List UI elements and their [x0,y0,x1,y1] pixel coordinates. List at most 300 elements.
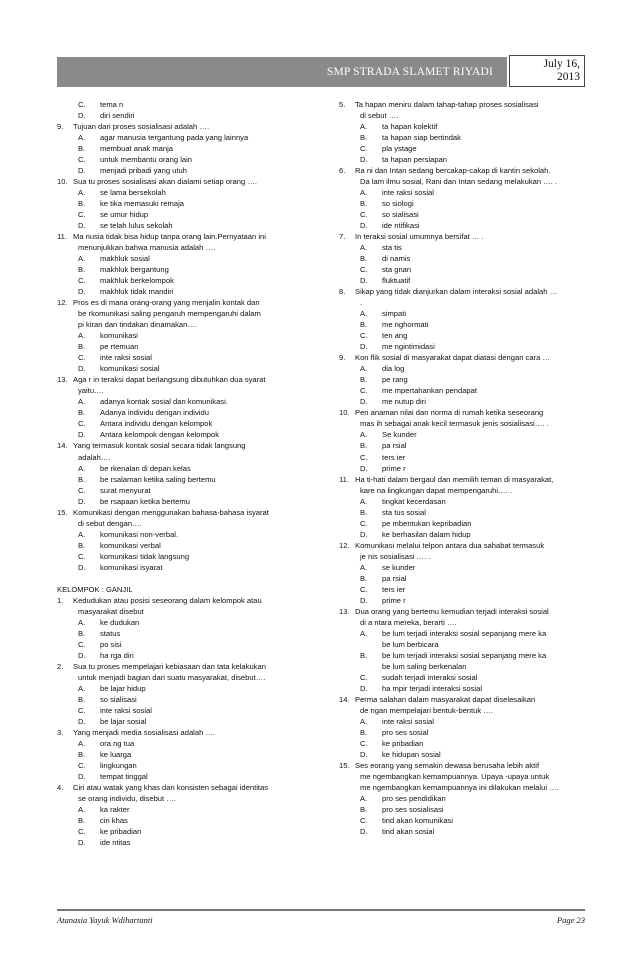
option-text: tind akan sosial [382,827,435,837]
option-text: tema n [100,100,124,109]
question-text: Sua tu proses sosialisasi akan dialami setiap orang …. [73,177,258,187]
option-text: sta tus sosial [382,507,426,517]
option-letter: D. [78,430,86,440]
option-letter: B. [360,650,368,660]
answer-option [339,198,595,209]
option-text: komunikasi isyarat [100,562,163,572]
answer-option [57,683,317,694]
answer-option [57,198,317,209]
option-text: ha mpir terjadi interaksi sosial [382,683,483,693]
option-letter: A. [78,254,86,264]
answer-option [339,628,595,639]
option-text: se umur hidup [100,210,149,220]
answer-option [339,264,595,275]
option-letter: C. [78,705,86,715]
option-letter: A. [360,309,368,319]
option-text: ha rga diri [100,650,134,660]
line-text: se orang individu, disebut …. [78,793,176,803]
option-letter: D. [78,716,86,726]
answer-option [57,760,317,771]
question-number: 10. [57,177,68,187]
option-letter: A. [78,617,86,627]
continuation-line [339,176,595,187]
answer-option [339,429,595,440]
option-text: me nutup diri [382,397,426,407]
option-text: so sialisasi [100,694,137,704]
line-text: de ngan mempelajari bentuk-bentuk …. [360,705,493,715]
answer-option [339,452,595,463]
option-letter: D. [360,595,368,605]
answer-option [57,496,317,507]
option-letter: D. [78,166,86,176]
option-text: me mpertahankan pendapat [382,386,477,396]
option-text: agar manusia tergantung pada yang lainnya [100,133,249,143]
option-letter: C. [78,827,86,837]
line-text: untuk menjadi bagian dari suatu masyarakat, disebut…. [78,672,266,682]
option-text: membuat anak manja [100,144,174,154]
option-text: tingkat kecerdasan [382,496,446,506]
question-line [339,99,595,110]
option-text: be lajar sosial [100,716,147,726]
question-number: 10. [339,408,350,418]
question-number: 6. [339,166,346,176]
option-letter: A. [78,805,86,814]
question-text: Ra ni dan Intan sedang bercakap-cakap di kantin sekolah. [355,166,551,176]
line-text: Da lam ilmu sosial, Rani dan Intan sedang melakukan …. . [360,177,558,187]
answer-option [57,132,317,143]
answer-option [339,220,595,231]
option-text: pro ses pendidikan [382,793,446,803]
option-text: pla ystage [382,144,417,154]
option-letter: A. [360,430,368,440]
question-number: 15. [57,507,68,517]
line-text: me ngembangkan kemampuannya. Upaya -upaya untuk [360,771,550,781]
option-letter: C. [360,331,368,341]
option-letter: D. [360,683,368,693]
option-text: untuk membantu orang lain [100,155,193,165]
option-text: be rsapaan ketika bertemu [100,496,190,506]
question-text: Kedudukan atau posisi seseorang dalam kelompok atau [73,595,262,605]
option-letter: A. [360,716,368,726]
question-line [339,286,595,297]
spacer [57,573,317,584]
option-letter: B. [360,727,368,737]
answer-option [339,727,595,738]
left-question-column [57,99,317,848]
option-letter: B. [78,749,86,759]
section-heading [57,584,317,595]
continuation-line [57,385,317,396]
line-text: me ngembangkan kemampuannya ini dilakukan melalui …. [360,782,559,792]
answer-option [57,628,317,639]
option-letter: C. [360,738,368,748]
question-line [57,595,317,606]
option-letter: A. [360,562,368,572]
question-number: 8. [339,287,346,297]
option-text: ke berhasilan dalam hidup [382,529,471,539]
option-letter: D. [78,838,86,848]
option-text: ta hapan kolektif [382,122,438,132]
answer-option [339,738,595,749]
continuation-line [57,672,317,683]
option-text: tempat tinggal [100,771,148,781]
continuation-line [57,518,317,529]
answer-option [339,595,595,606]
option-letter: A. [78,683,86,693]
option-text: be rsalaman ketika saling bertemu [100,474,216,484]
question-number: 3. [57,727,64,737]
option-text: me nghormati [382,320,429,330]
option-letter: B. [78,816,86,826]
option-text: be rkenalan di depan kelas [100,463,191,473]
answer-option [57,705,317,716]
answer-option [339,330,595,341]
option-text: ora ng tua [100,738,135,748]
question-line [57,231,317,242]
question-text: Dua orang yang bertemu kemudian terjadi interaksi sosial [355,606,549,616]
option-letter: B. [360,573,368,583]
option-letter: C. [78,419,86,429]
option-text: sta tis [382,243,402,253]
option-letter: C. [360,518,368,528]
answer-option [339,253,595,264]
question-text: Ha ti-hati dalam bergaul dan memilih teman di masyarakat, [355,474,554,484]
option-text: ke hidupan sosial [382,749,441,759]
answer-option [339,154,595,165]
answer-option [339,507,595,518]
question-line [339,165,595,176]
answer-option [57,749,317,760]
answer-option [57,341,317,352]
option-text: ciri khas [100,816,128,826]
option-letter: C. [78,551,86,561]
answer-option [57,485,317,496]
question-number: 13. [339,606,350,616]
option-letter: B. [360,254,368,264]
date-box [509,55,585,87]
answer-option [339,496,595,507]
answer-option [57,540,317,551]
answer-option [339,749,595,760]
answer-option [57,429,317,440]
answer-option [339,584,595,595]
option-text: me ngintimidasi [382,342,435,352]
continuation-line [339,639,595,650]
option-letter: C. [360,672,368,682]
continuation-line [339,771,595,782]
option-text: se telah lulus sekolah [100,221,173,231]
option-text: komunikasi verbal [100,540,161,550]
answer-option [339,804,595,815]
question-number: 15. [339,760,350,770]
answer-option [57,463,317,474]
question-line [339,760,595,771]
option-letter: D. [360,463,368,473]
option-letter: C. [78,155,86,165]
option-text: inte raksi sosial [100,353,152,363]
line-text: . [360,298,363,308]
option-letter: B. [360,441,368,451]
option-letter: C. [360,144,368,154]
continuation-line [339,617,595,628]
option-text: komunikasi non-verbal. [100,529,179,539]
answer-option [57,551,317,562]
option-text: inte raksi sosial [382,716,434,726]
answer-option [57,837,317,848]
option-text: makhluk sosial [100,254,150,264]
option-text: ten ang [382,331,408,341]
option-text: adanya kontak sosial dan komunikasi. [100,397,228,407]
answer-option [57,99,317,110]
school-name-banner: SMP STRADA SLAMET RIYADI [57,57,507,87]
question-text: Yang menjadi media sosialisasi adalah …. [73,727,216,737]
question-line [57,440,317,451]
option-letter: D. [360,827,368,837]
question-number: 1. [57,595,64,605]
answer-option [339,672,595,683]
option-letter: B. [78,144,86,154]
answer-option [339,374,595,385]
option-text: komunikasi sosial [100,364,160,374]
question-number: 11. [57,232,67,242]
line-text: mas ih sebagai anak kecil termasuk jenis sosialisasi…. . [360,419,549,429]
question-text: Pros es di mana orang-orang yang menjalin kontak dan [73,298,260,308]
answer-option [339,518,595,529]
option-text: inte raksi sosial [100,705,152,715]
option-text: be lum terjadi interaksi sosial sepanjang mere ka [382,628,547,638]
answer-option [57,562,317,573]
option-letter: C. [360,265,368,275]
date-line-2: 2013 [557,71,580,83]
option-text: Antara individu dengan kelompok [100,419,213,429]
option-text: sudah terjadi interaksi sosial [382,672,478,682]
answer-option [57,275,317,286]
answer-option [57,826,317,837]
option-text: lingkungan [100,760,137,770]
option-letter: C. [78,100,86,109]
question-line [339,694,595,705]
option-letter: B. [78,199,86,209]
answer-option [57,253,317,264]
answer-option [57,738,317,749]
option-text: be lajar hidup [100,683,146,693]
option-text: di namis [382,254,411,264]
option-text: prime r [382,463,406,473]
option-letter: B. [78,265,86,275]
option-text: Adanya individu dengan individu [100,408,209,418]
continuation-line [57,242,317,253]
line-text: masyarakat disebut [78,606,144,616]
question-line [339,540,595,551]
option-text: makhluk tidak mandiri [100,287,174,297]
option-letter: B. [360,199,368,209]
option-letter: A. [78,133,86,143]
answer-option [339,187,595,198]
answer-option [57,209,317,220]
answer-option [339,440,595,451]
line-text: di sebut …. [360,111,399,121]
option-text: simpati [382,309,407,319]
answer-option [339,396,595,407]
question-line [339,231,595,242]
question-text: Perma salahan dalam masyarakat dapat diselesaikan [355,694,536,704]
question-line [57,176,317,187]
option-text: pa rsial [382,441,407,451]
option-letter: B. [78,408,86,418]
question-line [57,121,317,132]
option-letter: B. [360,375,368,385]
line-text: di a ntara mereka, berarti …. [360,617,457,627]
option-letter: B. [78,474,86,484]
answer-option [57,396,317,407]
option-letter: B. [78,694,86,704]
answer-option [339,341,595,352]
question-line [57,782,317,793]
answer-option [57,154,317,165]
answer-option [57,330,317,341]
option-letter: A. [360,243,368,253]
option-letter: A. [360,628,368,638]
option-letter: B. [78,540,86,550]
answer-option [339,385,595,396]
continuation-line [339,418,595,429]
continuation-line [339,551,595,562]
continuation-line [339,661,595,672]
question-number: 14. [57,441,68,451]
answer-option [57,694,317,705]
line-text: KELOMPOK : GANJIL [57,584,133,594]
answer-option [339,132,595,143]
continuation-line [339,485,595,496]
question-number: 4. [57,782,64,792]
question-line [57,507,317,518]
question-text: Ciri atau watak yang khas dan konsisten sebagai identitas [73,782,269,792]
question-number: 13. [57,375,68,385]
option-text: ke pribadian [382,738,424,748]
continuation-line [57,793,317,804]
option-letter: C. [360,452,368,462]
option-letter: A. [360,496,368,506]
question-text: Kon flik sosial di masyarakat dapat diatasi dengan cara … [355,353,551,363]
option-letter: A. [78,738,86,748]
continuation-line [57,606,317,617]
option-text: komunikasi [100,331,138,341]
continuation-line [57,452,317,463]
option-text: pa rsial [382,573,407,583]
option-text: pe rang [382,375,408,385]
option-text: surat menyurat [100,485,151,495]
line-text: be lum berbicara [382,639,439,649]
answer-option [339,242,595,253]
answer-option [57,716,317,727]
question-line [339,352,595,363]
continuation-line [339,297,595,308]
question-text: Sikap yang tidak dianjurkan dalam interaksi sosial adalah … [355,287,558,297]
question-number: 14. [339,694,350,704]
page-header [57,55,585,87]
answer-option [339,209,595,220]
option-text: tind akan komunikasi [382,816,453,826]
answer-option [339,363,595,374]
option-letter: A. [78,463,86,473]
continuation-line [339,705,595,716]
option-letter: D. [78,650,86,660]
option-letter: C. [78,210,86,220]
option-letter: D. [360,276,368,286]
question-text: In teraksi sosial umumnya bersifat … . [355,232,484,242]
option-letter: D. [360,749,368,759]
option-text: se lama bersekolah [100,188,166,198]
option-letter: B. [360,507,368,517]
option-letter: D. [78,562,86,572]
date-line-1: July 16, [543,58,580,70]
option-text: so siologi [382,199,414,209]
line-text: pi kiran dan tindakan dinamakan…. [78,320,198,330]
footer-page-number: Page 23 [556,915,585,925]
option-text: Se kunder [382,430,417,440]
option-text: ke dudukan [100,617,140,627]
option-letter: D. [78,111,86,121]
option-text: Antara kelompok dengan kelompok [100,430,220,440]
option-letter: D. [78,364,86,374]
question-text: Sua tu proses mempelajari kebiasaan dan tata kelakukan [73,661,266,671]
option-text: fluktuatif [382,276,411,286]
question-line [57,727,317,738]
option-letter: A. [78,188,86,198]
question-text: Ses eorang yang semakin dewasa berusaha lebih aktif [355,760,540,770]
option-text: komunikasi tidak langsung [100,551,190,561]
answer-option [57,264,317,275]
question-text: Ta hapan meniru dalam tahap-tahap proses sosialisasi [355,100,539,109]
option-letter: A. [360,793,368,803]
option-letter: B. [360,133,368,143]
option-text: ke luarga [100,749,132,759]
option-text: ke tika memasuki remaja [100,199,184,209]
option-letter: A. [78,397,86,407]
answer-option [57,804,317,815]
question-number: 9. [57,122,64,132]
option-letter: A. [360,122,368,132]
answer-option [57,143,317,154]
line-text: be lum saling berkenalan [382,661,467,671]
option-letter: D. [360,342,368,352]
continuation-line [57,319,317,330]
right-question-column [339,99,595,837]
question-number: 12. [57,298,68,308]
option-letter: D. [78,221,86,231]
question-text: Yang termasuk kontak sosial secara tidak langsung [73,441,246,451]
answer-option [57,617,317,628]
question-line [57,374,317,385]
line-text: adalah…. [78,452,111,462]
answer-option [339,121,595,132]
answer-option [57,815,317,826]
continuation-line [339,782,595,793]
option-text: pro ses sosialisasi [382,805,444,814]
option-text: ta hapan siap bertindak [382,133,461,143]
option-text: se kunder [382,562,416,572]
question-line [339,407,595,418]
question-number: 5. [339,100,346,109]
option-text: pe rtemuan [100,342,139,352]
option-letter: D. [78,287,86,297]
question-number: 9. [339,353,346,363]
question-text: Komunikasi melalui telpon antara dua sahabat termasuk [355,540,545,550]
answer-option [339,319,595,330]
option-letter: D. [360,221,368,231]
answer-option [339,826,595,837]
answer-option [57,363,317,374]
